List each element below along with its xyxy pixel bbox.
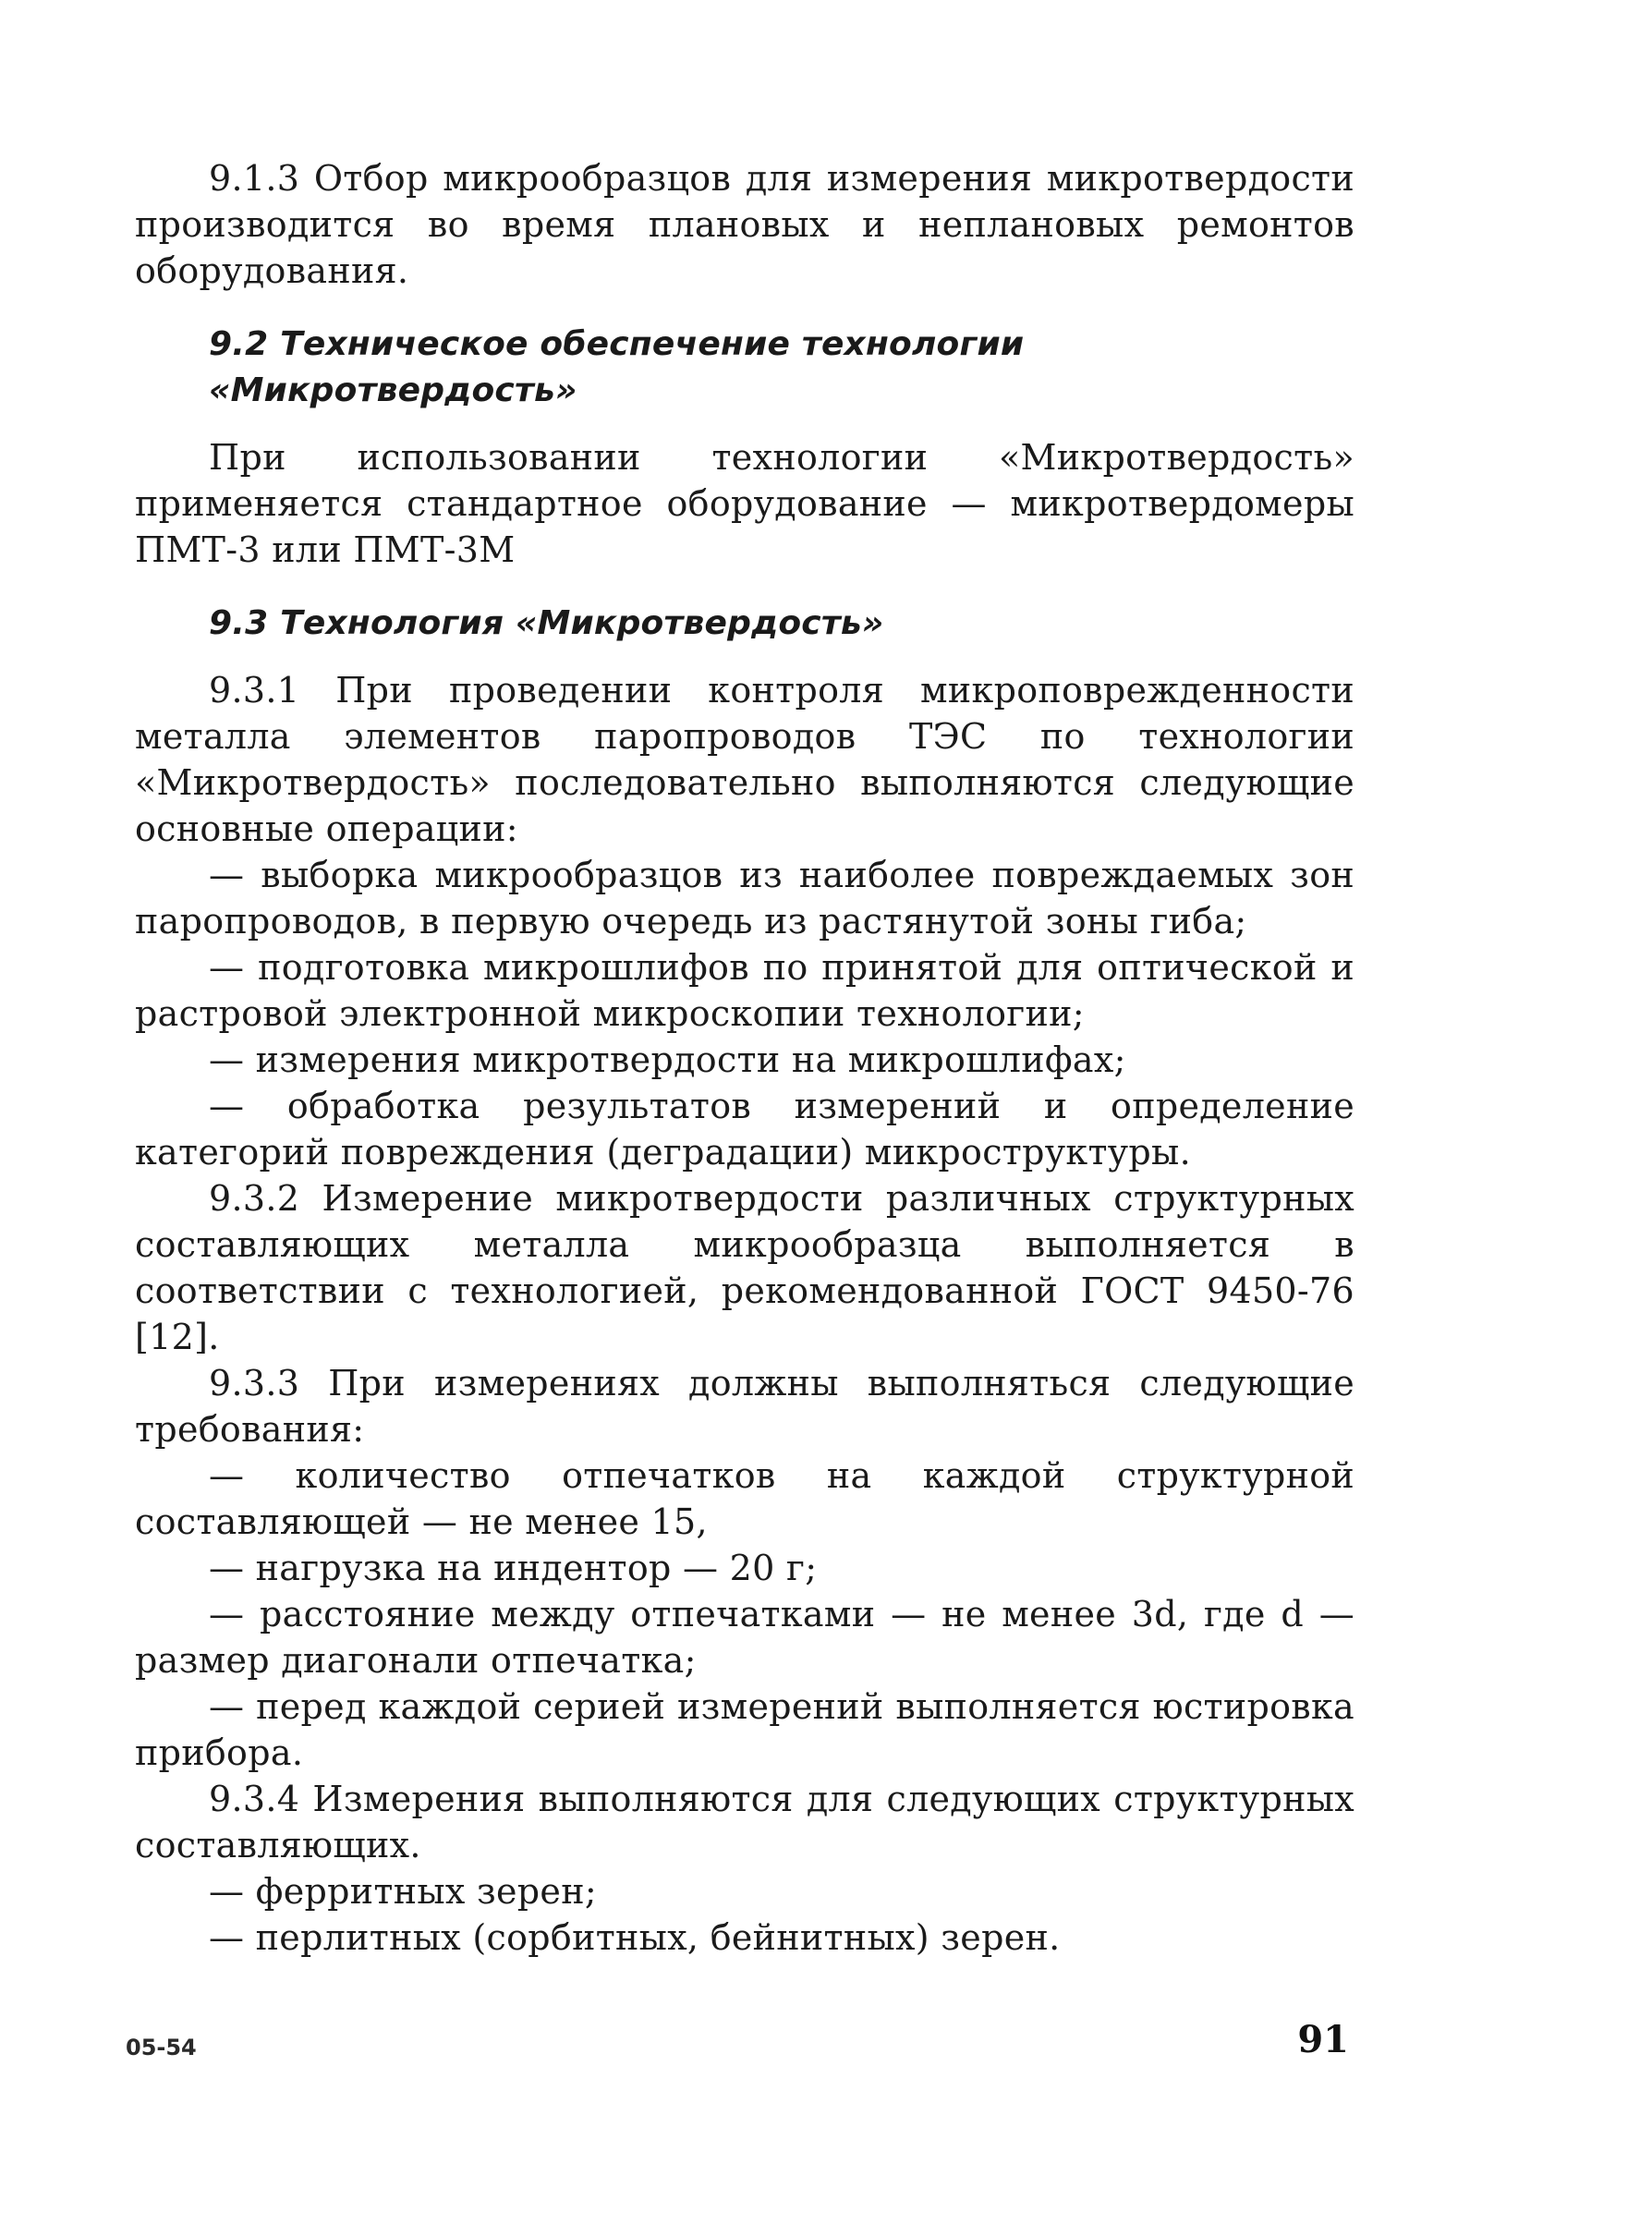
heading-line: 9.3 Технология «Микротвердость» xyxy=(209,604,884,642)
list-item-9-3-3-c: — расстояние между отпечатками — не менее 3d, где d — размер диагонали отпечатка; xyxy=(135,1594,1354,1681)
paragraph-9-3-2: 9.3.2 Измерение микротвердости различных структурных составляющих металла микрообразца выполняется в соответствии с технологией, рекомендованной ГОСТ 9450-76 [12]. xyxy=(135,1178,1354,1357)
paragraph-9-2-body: При использовании технологии «Микротвердость» применяется стандартное оборудование — микротвердомеры ПМТ-3 или ПМТ-3М xyxy=(135,437,1354,570)
footer-code: 05-54 xyxy=(126,2035,197,2060)
heading-line: «Микротвердость» xyxy=(209,371,577,409)
list-item-9-3-4-b: — перлитных (сорбитных, бейнитных) зерен. xyxy=(209,1917,1061,1958)
page-number: 91 xyxy=(1297,2018,1349,2061)
heading-9-3 xyxy=(135,601,1354,647)
paragraph-9-3-3: 9.3.3 При измерениях должны выполняться следующие требования: xyxy=(135,1363,1354,1450)
list-item-9-3-3-d: — перед каждой серией измерений выполняется юстировка прибора. xyxy=(135,1686,1354,1773)
list-item-9-3-3-b: — нагрузка на индентор — 20 г; xyxy=(209,1548,818,1588)
list-item-9-3-3-a: — количество отпечатков на каждой структурной составляющей — не менее 15, xyxy=(135,1455,1354,1542)
paragraph-9-1-3: 9.1.3 Отбор микрообразцов для измерения микротвердости производится во время плановых и неплановых ремонтов оборудования. xyxy=(135,158,1354,291)
paragraph-9-3-1: 9.3.1 При проведении контроля микроповрежденности металла элементов паропроводов ТЭС по технологии «Микротвердость» последовательно выполняются следующие основные операции: xyxy=(135,670,1354,849)
paragraph-9-3-4: 9.3.4 Измерения выполняются для следующих структурных составляющих. xyxy=(135,1779,1354,1865)
list-item-9-3-4-a: — ферритных зерен; xyxy=(209,1871,597,1912)
list-item-9-3-1-b: — подготовка микрошлифов по принятой для оптической и растровой электронной микроскопии технологии; xyxy=(135,947,1354,1034)
list-item-9-3-1-a: — выборка микрообразцов из наиболее повреждаемых зон паропроводов, в первую очередь из растянутой зоны гиба; xyxy=(135,855,1354,942)
page-body xyxy=(135,155,1354,1961)
heading-9-2 xyxy=(135,322,1354,414)
list-item-9-3-1-c: — измерения микротвердости на микрошлифах; xyxy=(209,1039,1126,1080)
heading-line: 9.2 Техническое обеспечение технологии xyxy=(209,325,1025,363)
list-item-9-3-1-d: — обработка результатов измерений и определение категорий повреждения (деградации) микроструктуры. xyxy=(135,1086,1354,1173)
